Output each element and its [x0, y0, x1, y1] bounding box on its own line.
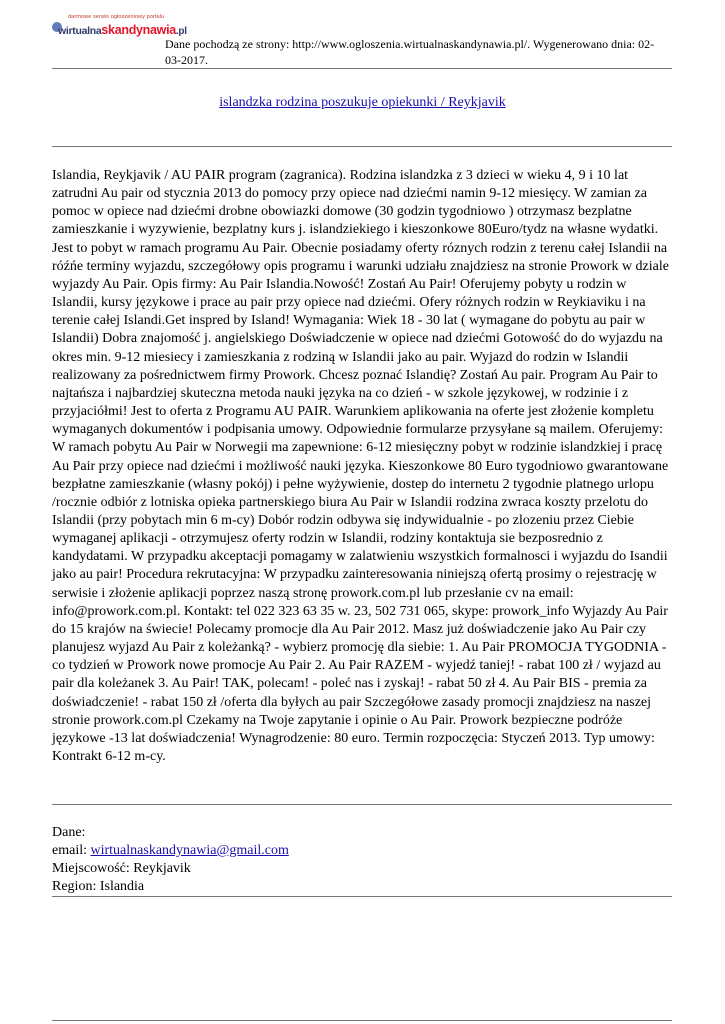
contact-city: Miejscowość: Reykjavik — [52, 861, 191, 876]
logo-suffix: .pl — [175, 26, 187, 37]
listing-title-link[interactable]: islandzka rodzina poszukuje opiekunki / Reykjavik — [219, 95, 506, 110]
logo-prefix: wirtualna — [58, 25, 102, 37]
email-label: email: — [52, 843, 91, 858]
logo-tagline: darmowe serwis ogłoszeniowy portalu — [68, 14, 165, 20]
footer-divider — [52, 1020, 672, 1021]
contact-block — [52, 824, 672, 896]
listing-description: Islandia, Reykjavik / AU PAIR program (zagranica). Rodzina islandzka z 3 dzieci w wieku 4, 9 i 10 lat zatrudni Au pair od stycznia 2013 do pomocy przy opiece nad dziećmi namin 9-12 miesięcy. W zamian za pomoc w opiece nad dziećmi drobne obowiazki domowe (30 godzin tygodniowo ) otrzymasz bezplatne zamieszkanie i wyzywienie, bezplatny kurs j. islandziekiego i kieszonkowe 80Euro/tydz na własne wydatki. Jest to pobyt w ramach programu Au Pair. Obecnie posiadamy oferty róznych rodzin z terenu całej Islandii na róźńe terminy wyjazdu, szczegółowy opis programu i warunki udziału znajdziesz na stronie Prowork w dziale wyjazdy Au Pair. Opis firmy: Au Pair Islandia.Nowość! Zostań Au Pair! Oferujemy pobyty u rodzin w Islandii, kursy językowe i prace au pair przy opiece nad dziećmi. Ofery różnych rodzin w Reykiaviku i na terenie całej Islandi.Get inspred by Island! Wymagania: Wiek 18 - 30 lat ( wymagane do pobytu au pair w Islandii) Dobra znajomość j. angielskiego Doświadczenie w opiece nad dziećmi Gotowość do do wyjazdu na okres min. 9-12 miesiecy i zamieszkania z rodziną w Islandii jako au pair. Wyjazd do rodzin w Islandii realizowany za pośrednictwem firmy Prowork. Chcesz poznać Islandię? Zostań Au pair. Program Au Pair to najtańsza i najbardziej skuteczna metoda nauki języka na co dzień - w szkole językowej, w rodzinie i z przyjaciółmi! Jest to oferta z Programu AU PAIR. Warunkiem aplikowania na oferte jest złożenie kompletu wymaganych dokumentów i podpisania umowy. Odpowiednie formularze przysyłane są mailem. Oferujemy: W ramach pobytu Au Pair w Norwegii ma zapewnione: 6-12 miesięczny pobyt w rodzinie islandzkiej i pracę Au Pair przy opiece nad dziećmi i możliwość nauki języka. Kieszonkowe 80 Euro tygodniowo gwarantowane bezpłatne zamieszkanie (własny pokój) i pełne wyżywienie, dostep do internetu 2 tygodnie platnego urlopu /rocznie odbiór z lotniska opieka partnerskiego biura Au Pair w Islandii rodzina zwraca koszty przelotu do Islandii (przy pobytach min 6 m-cy) Dobór rodzin odbywa się indywidualnie - po zlozeniu przez Ciebie wymaganej aplikacji - otrzymujesz oferty rodzin w Islandii, rodziny kontaktuja sie bezposrednio z kandydatami. W przypadku akceptacji pomagamy w zalatwieniu wszystkich formalnosci i wyjazdu do Isandii jako au pair! Procedura rekrutacyjna: W przypadku zainteresowania niniejszą ofertą prosimy o rejestrację w serwisie i złożenie aplikacji poprzez naszą stronę prowork.com.pl lub przesłanie cv na email: info@prowork.com.pl. Kontakt: tel 022 323 63 35 w. 23, 502 731 065, skype: prowork_info Wyjazdy Au Pair do 15 krajów na świecie! Polecamy promocje dla Au Pair 2012. Masz już doświadczenie jako Au Pair czy planujesz wyjazd Au Pair z koleżanką? - wybierz promocję dla siebie: 1. Au Pair PROMOCJA TYGODNIA - co tydzień w Prowork nowe promocje Au Pair 2. Au Pair RAZEM - wyjedź taniej! - rabat 100 zł / wyjazd au pair dla koleżanek 3. Au Pair! TAK, polecam! - poleć nas i zyskaj! - rabat 50 zł 4. Au Pair BIS - premia za doświadczenie! - rabat 150 zł /oferta dla byłych au pair Szczegółowe zasady promocji znajdziesz na naszej stronie prowork.com.pl Czekamy na Twoje zapytanie i opinie o Au Pair. Prowork bezpieczne podróże językowe -13 lat doświadczenia! Wynagrodzenie: 80 euro. Termin rozpoczęcia: Styczeń 2013. Typ umowy: Kontrakt 6-12 m-cy. — [52, 168, 669, 764]
logo-main: skandynawia — [101, 23, 176, 37]
site-logo[interactable] — [58, 14, 187, 44]
logo-wordmark — [58, 23, 187, 37]
email-link[interactable]: wirtualnaskandynawia@gmail.com — [90, 843, 289, 858]
contact-email-row — [52, 842, 672, 860]
body-divider — [52, 804, 672, 805]
header-divider — [52, 68, 672, 69]
title-divider — [52, 146, 672, 147]
contact-heading: Dane: — [52, 825, 86, 840]
contact-region: Region: Islandia — [52, 879, 145, 894]
source-note: Dane pochodzą ze strony: http://www.ogloszenia.wirtualnaskandynawia.pl/. Wygenerowano dnia: 02-03-2017. — [165, 37, 655, 67]
contact-divider — [52, 896, 672, 897]
